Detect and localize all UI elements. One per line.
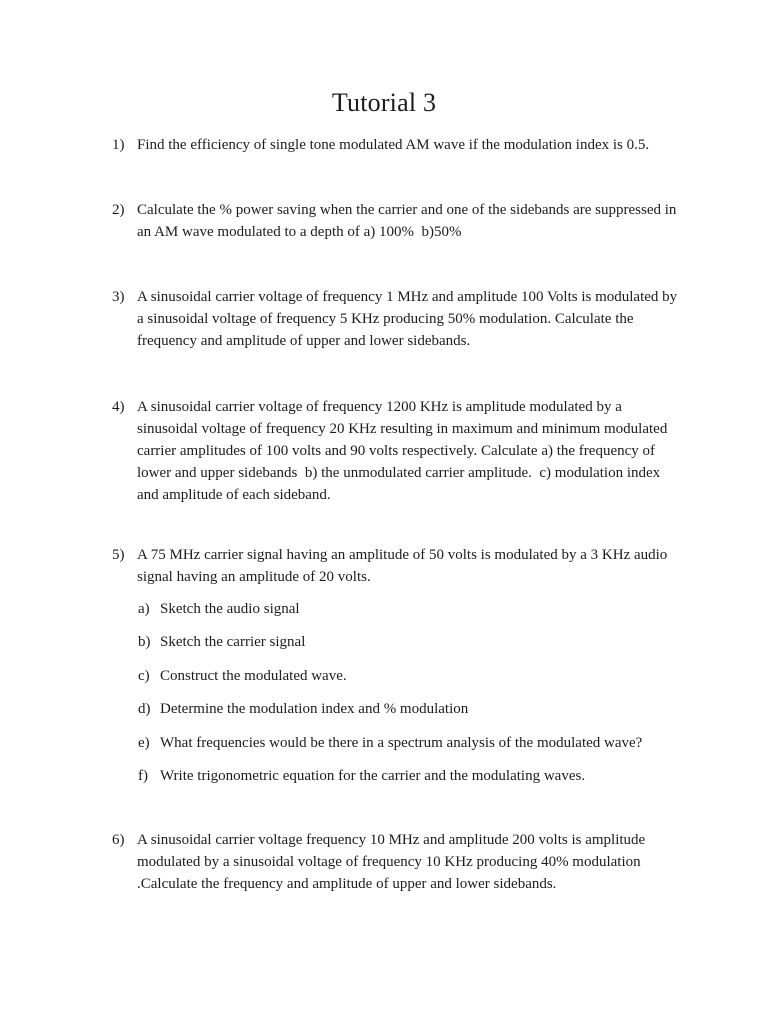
sub-question-a [138, 598, 678, 620]
sub-question-e-text: What frequencies would be there in a spectrum analysis of the modulated wave? [160, 735, 643, 751]
question-3-number: 3) [112, 289, 125, 305]
sub-question-b-letter: b) [138, 634, 151, 650]
question-5-text: A 75 MHz carrier signal having an amplitude of 50 volts is modulated by a 3 KHz audio signal having an amplitude of 20 volts. [137, 547, 672, 585]
sub-question-e [138, 732, 678, 754]
question-4-text: A sinusoidal carrier voltage of frequency 1200 KHz is amplitude modulated by a sinusoidal voltage of frequency 20 KHz resulting in maximum and minimum modulated carrier amplitudes of 100 volts and 90 volts respectively. Calculate a) the frequency of lower and upper sidebands b) the unmodulated carrier amplitude. c) modulation index and amplitude of each sideband. [137, 399, 672, 503]
question-1-text: Find the efficiency of single tone modulated AM wave if the modulation index is 0.5. [137, 137, 650, 153]
sub-question-c-letter: c) [138, 668, 150, 684]
sub-question-d [138, 698, 678, 720]
sub-question-c [138, 665, 678, 687]
question-5 [112, 544, 678, 588]
sub-question-a-text: Sketch the audio signal [160, 601, 300, 617]
question-5-number: 5) [112, 547, 125, 563]
question-3 [112, 286, 681, 352]
question-1-number: 1) [112, 137, 125, 153]
sub-question-f-letter: f) [138, 768, 148, 784]
sub-question-d-text: Determine the modulation index and % modulation [160, 701, 469, 717]
sub-question-a-letter: a) [138, 601, 150, 617]
sub-question-b [138, 631, 678, 653]
question-4-number: 4) [112, 399, 125, 415]
question-1 [112, 134, 678, 156]
sub-question-b-text: Sketch the carrier signal [160, 634, 306, 650]
page-title: Tutorial 3 [331, 88, 437, 117]
sub-question-d-letter: d) [138, 701, 151, 717]
sub-question-c-text: Construct the modulated wave. [160, 668, 347, 684]
question-6 [112, 829, 678, 895]
sub-question-e-letter: e) [138, 735, 150, 751]
sub-question-f [138, 765, 678, 787]
question-2-number: 2) [112, 202, 125, 218]
question-3-text: A sinusoidal carrier voltage of frequency 1 MHz and amplitude 100 Volts is modulated by a sinusoidal voltage of frequency 5 KHz producing 50% modulation. Calculate the frequency and amplitude of upper and lower sidebands. [137, 289, 681, 349]
question-2 [112, 199, 681, 243]
question-4 [112, 396, 678, 506]
question-2-text: Calculate the % power saving when the carrier and one of the sidebands are suppressed in an AM wave modulated to a depth of a) 100% b)50% [137, 202, 681, 240]
question-6-number: 6) [112, 832, 125, 848]
question-6-text: A sinusoidal carrier voltage frequency 10 MHz and amplitude 200 volts is amplitude modulated by a sinusoidal voltage of frequency 10 KHz producing 40% modulation .Calculate the frequency and amplitude of upper and lower sidebands. [137, 832, 649, 892]
sub-question-f-text: Write trigonometric equation for the carrier and the modulating waves. [160, 768, 586, 784]
